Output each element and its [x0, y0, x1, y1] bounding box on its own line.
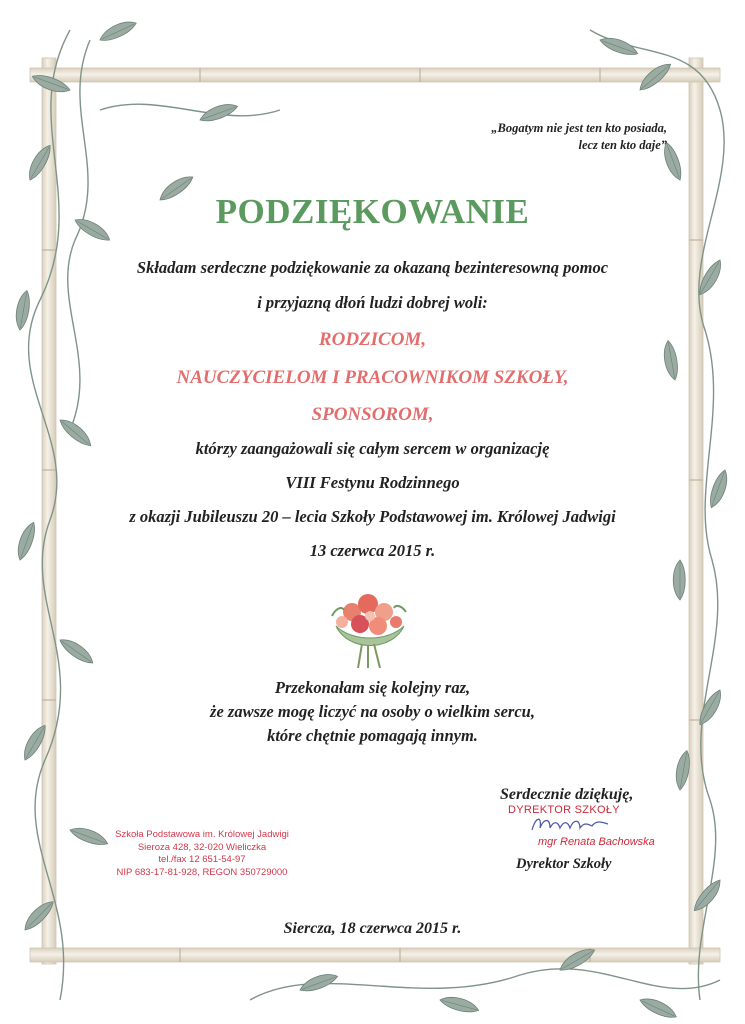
motto-line-1: „Bogatym nie jest ten kto posiada, [491, 121, 667, 135]
event-line-3: z okazji Jubileuszu 20 – lecia Szkoły Podstawowej im. Królowej Jadwigi [129, 507, 616, 526]
school-stamp [112, 829, 292, 879]
closing-line-3: które chętnie pomagają innym. [267, 726, 478, 745]
intro-line-2: i przyjazną dłoń ludzi dobrej woli: [257, 293, 488, 312]
intro-line-1: Składam serdeczne podziękowanie za okazaną bezinteresowną pomoc [136, 258, 609, 277]
school-stamp-address: Sieroza 428, 32-020 Wieliczka [137, 841, 267, 853]
event-date: 13 czerwca 2015 r. [309, 541, 436, 560]
closing-line-2: że zawsze mogę liczyć na osoby o wielkim sercu, [210, 702, 535, 721]
director-stamp-name: mgr Renata Bachowska [538, 836, 655, 848]
school-stamp-phone: tel./fax 12 651-54-97 [158, 854, 246, 865]
director-stamp-title: DYREKTOR SZKOŁY [508, 804, 620, 816]
closing-line-1: Przekonałam się kolejny raz, [274, 678, 471, 697]
flower-bouquet-image [322, 582, 418, 670]
certificate-title: PODZIĘKOWANIE [215, 192, 530, 231]
recipient-sponsors: SPONSOROM, [311, 404, 434, 425]
handwritten-signature [530, 814, 610, 836]
motto-quote [491, 120, 667, 154]
recipient-parents: RODZICOM, [318, 329, 427, 350]
recipient-teachers-staff: NAUCZYCIELOM I PRACOWNIKOM SZKOŁY, [176, 367, 569, 388]
thanks-text: Serdecznie dziękuję, [500, 786, 634, 803]
event-line-2: VIII Festynu Rodzinnego [285, 473, 460, 492]
place-and-date: Siercza, 18 czerwca 2015 r. [283, 920, 462, 937]
school-stamp-ids: NIP 683-17-81-928, REGON 350729000 [116, 866, 288, 878]
event-line-1: którzy zaangażowali się całym sercem w organizację [195, 439, 550, 458]
motto-line-2: lecz ten kto daje” [578, 138, 667, 152]
school-stamp-name: Szkoła Podstawowa im. Królowej Jadwigi [115, 829, 289, 840]
signatory-role: Dyrektor Szkoły [516, 856, 612, 872]
